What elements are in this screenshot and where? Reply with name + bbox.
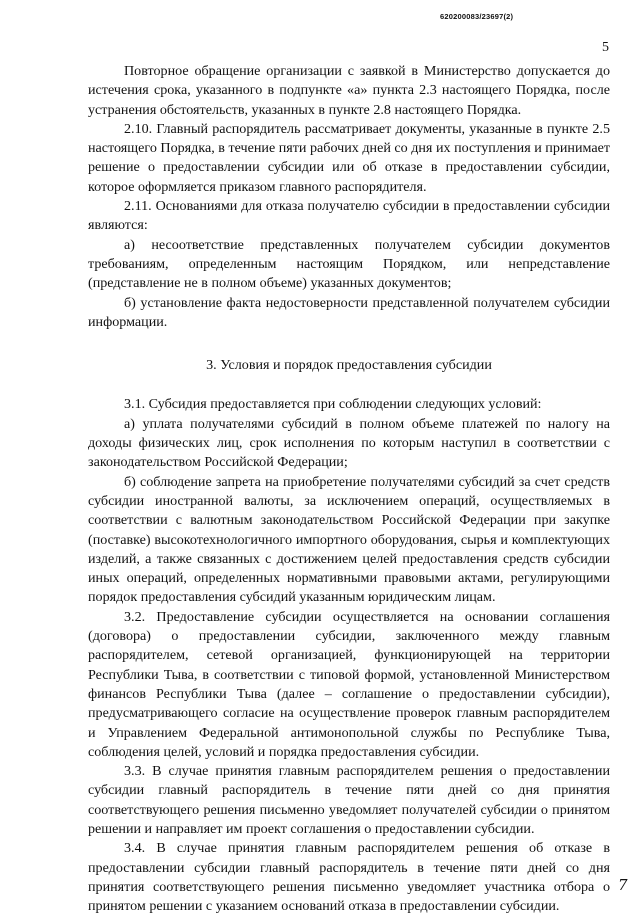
paragraph: 2.10. Главный распорядитель рассматривает документы, указанные в пункте 2.5 настоящего Порядка, в течение пяти рабочих дней со дня их поступления и принимает решение о предоставлении субсидии или об отказе в предоставлении субсидии, которое оформляется приказом главного распорядителя.: [88, 120, 610, 195]
document-body: [88, 62, 610, 916]
paragraph: 3.4. В случае принятия главным распорядителем решения об отказе в предоставлении субсидии главный распорядитель в течение пяти дней со дня принятия соответствующего решения письменно уведомляет участника отбора о принятом решении с указанием оснований отказа в предоставлении субсидии.: [88, 840, 610, 915]
paragraph: Повторное обращение организации с заявкой в Министерство допускается до истечения срока, указанного в подпункте «а» пункта 2.3 настоящего Порядка, после устранения обстоятельств, указанных в пункте 2.8 настоящего Порядка.: [88, 63, 610, 118]
paragraph: 3.3. В случае принятия главным распорядителем решения о предоставлении субсидии главный распорядитель в течение пяти дней со дня принятия соответствующего решения письменно уведомляет получателей субсидии о принятом решении и направляет им проект соглашения о предоставлении субсидии.: [88, 763, 610, 837]
handwritten-mark: 7: [618, 876, 628, 894]
paragraph: а) уплата получателями субсидий в полном объеме платежей по налогу на доходы физических лиц, срок исполнения по которым наступил в соответствии с законодательством Российской Федерации;: [88, 415, 610, 471]
section-heading: 3. Условия и порядок предоставления субсидии: [206, 357, 492, 374]
document-id: 620200083/23697(2): [440, 12, 514, 21]
paragraph: 3.2. Предоставление субсидии осуществляется на основании соглашения (договора) о предоставлении субсидии, заключенного между главным распорядителем, сетевой организацией, функционирующей на территории Республики Тыва, в соответствии с типовой формой, установленной Министерством финансов Республики Тыва (далее – соглашение о предоставлении субсидии), предусматривающего согласие на осуществление проверок главным распорядителем и Управлением Федеральной антимонопольной службы по Республике Тыва, соблюдения целей, условий и порядка предоставления субсидии.: [88, 608, 610, 760]
paragraph: 3.1. Субсидия предоставляется при соблюдении следующих условий:: [124, 396, 542, 413]
paragraph: а) несоответствие представленных получателем субсидии документов требованиям, определенным настоящим Порядком, или непредставление (представление не в полном объеме) указанных документов;: [88, 236, 610, 292]
paragraph: 2.11. Основаниями для отказа получателю субсидии в предоставлении субсидии являются:: [88, 198, 610, 234]
page-number: 5: [602, 40, 609, 55]
paragraph: б) соблюдение запрета на приобретение получателями субсидий за счет средств субсидии иностранной валюты, за исключением операций, осуществляемых в соответствии с валютным законодательством Российской Федерации при закупке (поставке) высокотехнологичного импортного оборудования, сырья и комплектующих изделий, а также связанных с достижением целей предоставления средств субсидии иных операций, определенных нормативными правовыми актами, регулирующими порядок предоставления субсидий указанным юридическим лицам.: [88, 473, 610, 606]
paragraph: б) установление факта недостоверности представленной получателем субсидии информации.: [88, 294, 610, 330]
